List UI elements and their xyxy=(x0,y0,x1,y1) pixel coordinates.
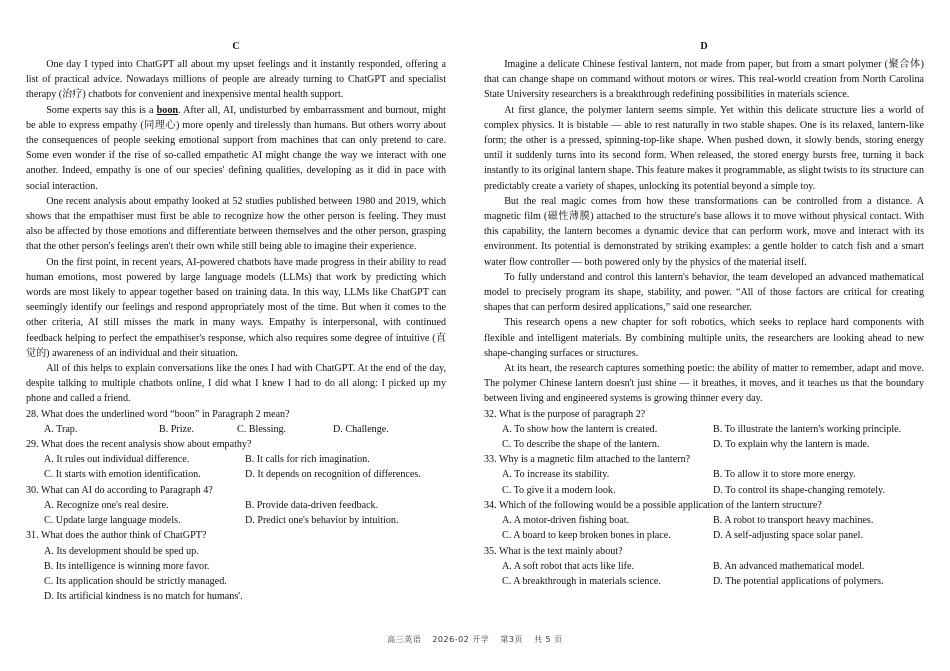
footer-total-pages: 共 5 页 xyxy=(534,635,563,644)
option-c[interactable]: C. To describe the shape of the lantern. xyxy=(502,439,660,451)
option-c[interactable]: C. A board to keep broken bones in place. xyxy=(502,530,671,542)
option-b[interactable]: B. Prize. xyxy=(159,423,195,435)
question-34 xyxy=(484,498,924,544)
option-a[interactable]: A. It rules out individual difference. xyxy=(44,454,190,466)
option-b[interactable]: B. Its intelligence is winning more favor. xyxy=(44,560,210,572)
page-footer xyxy=(0,634,950,645)
passage-d-column xyxy=(484,40,924,589)
p2-text-after: . After all, AI, undisturbed by embarrassment and burnout, might be able to express empathy (同理心) more openly and tirelessly than humans. But others worry about the consequences of people seeking emotional support from machines that can only pretend to care. Some even wonder if the rise of so-called empathetic AI might change the way we interact with one another. Indeed, empathy is one of our species' defining qualities, developing as it did in pace with social interaction. xyxy=(26,104,446,192)
option-b[interactable]: B. Provide data-driven feedback. xyxy=(245,499,379,511)
question-stem: 34. Which of the following would be a possible application of the lantern structure? xyxy=(484,499,822,511)
option-b[interactable]: B. To allow it to store more energy. xyxy=(713,469,856,481)
footer-page-number: 第3页 xyxy=(500,635,523,644)
option-a[interactable]: A. A soft robot that acts like life. xyxy=(502,560,635,572)
passage-d-paragraph-5: This research opens a new chapter for soft robotics, which seeks to replace hard components with flexible and intelligent materials. By combining multiple units, the researchers are looking ahead to new shape-changing surfaces or structures. xyxy=(484,317,924,359)
option-d[interactable]: D. It depends on recognition of differences. xyxy=(245,469,421,481)
question-stem: 35. What is the text mainly about? xyxy=(484,545,623,557)
passage-d-title: D xyxy=(700,41,708,52)
question-32 xyxy=(484,407,924,453)
option-b[interactable]: B. To illustrate the lantern's working principle. xyxy=(713,423,902,435)
option-c[interactable]: C. Blessing. xyxy=(237,423,287,435)
question-29 xyxy=(26,437,446,483)
option-c[interactable]: C. A breakthrough in materials science. xyxy=(502,575,661,587)
option-b[interactable]: B. An advanced mathematical model. xyxy=(713,560,865,572)
passage-c-paragraph-4: On the first point, in recent years, AI-powered chatbots have made progress in their ability to read human emotions, most powered by large language models (LLMs) that work by predicting which words are most likely to appear together based on training data. In this way, LLMs like ChatGPT can seemingly identify our feelings and respond appropriately most of the time. But when it comes to the other criteria, AI still misses the mark in many ways. Empathy is interpersonal, with continued feedback helping to perfect the empathiser's response, which also requires some degree of intuitive (直觉的) awareness of an individual and their situation. xyxy=(26,256,446,359)
option-c[interactable]: C. Its application should be strictly managed. xyxy=(44,575,227,587)
option-c[interactable]: C. Update large language models. xyxy=(44,515,181,527)
option-a[interactable]: A. To increase its stability. xyxy=(502,469,610,481)
passage-d-paragraph-6: At its heart, the research captures something poetic: the ability of matter to remember, adapt and move. The polymer Chinese lantern doesn't just shine — it breathes, it moves, and it teaches us that the boundary between living and engineered systems is growing thinner every day. xyxy=(484,363,924,405)
option-a[interactable]: A. To show how the lantern is created. xyxy=(502,423,658,435)
passage-d-paragraph-1: Imagine a delicate Chinese festival lantern, not made from paper, but from a smart polymer (聚合体) that can change shape on command without motors or wires. This real-world creation from North Carolina State University researchers is a breakthrough redefining possibilities in materials science. xyxy=(484,59,924,101)
option-d[interactable]: D. To control its shape-changing remotely. xyxy=(713,484,885,496)
options xyxy=(26,544,446,605)
passage-c-paragraph-5: All of this helps to explain conversations like the ones I had with ChatGPT. At the end of the day, despite talking to multiple chatbots online, I did what I knew I had to do all along: I picked up my phone and called a friend. xyxy=(26,363,446,405)
option-a[interactable]: A. Trap. xyxy=(44,423,78,435)
options xyxy=(26,422,446,437)
question-31 xyxy=(26,528,446,604)
option-d[interactable]: D. Predict one's behavior by intuition. xyxy=(245,515,399,527)
question-33 xyxy=(484,452,924,498)
option-d[interactable]: D. The potential applications of polymers. xyxy=(713,575,884,587)
question-stem: 29. What does the recent analysis show about empathy? xyxy=(26,439,252,451)
footer-subject: 高三英语 xyxy=(387,635,422,644)
passage-c-column xyxy=(26,40,446,604)
passage-d-paragraph-2: At first glance, the polymer lantern seems simple. Yet within this delicate structure lies a world of complex physics. It is bistable — able to rest naturally in two stable shapes. One is its relaxed, lantern-like form; the other is a pressed, spinning-top-like shape. When pushed down, it slowly bends, storing energy until it suddenly turns into its second form. When released, the stored energy bursts free, turning it back instantly to its original lantern shape. This feature makes it programmable, as slight twists to its structure can predictably create a variety of shapes, unlocking its potential beyond a simple toy. xyxy=(484,104,924,192)
question-stem: 32. What is the purpose of paragraph 2? xyxy=(484,408,646,420)
options xyxy=(26,452,446,482)
passage-c-title: C xyxy=(232,41,240,52)
question-35 xyxy=(484,544,924,590)
underlined-word-boon: boon xyxy=(156,104,178,116)
passage-c-paragraph-2 xyxy=(26,103,446,194)
passage-d-paragraph-4: To fully understand and control this lantern's behavior, the team developed an advanced mathematical model to precisely program its shape, stability, and power. “All of those factors are critical for creating shapes that can perform desired applications,” said one researcher. xyxy=(484,271,924,314)
option-d[interactable]: D. To explain why the lantern is made. xyxy=(713,439,870,451)
options xyxy=(484,559,924,589)
question-28 xyxy=(26,407,446,437)
option-a[interactable]: A. Recognize one's real desire. xyxy=(44,499,169,511)
passage-d-paragraph-3: But the real magic comes from how these transformations can be controlled from a distance. A magnetic film (磁性薄膜) attached to the structure's base allows it to move without physical contact. With this capability, the lantern becomes a dynamic device that can perform work, move and interact with its environment. Its potential is demonstrated by striking examples: a gentle holder to catch fish and a smart water flow controller — both powered only by the physics of the material itself. xyxy=(484,195,924,268)
option-b[interactable]: B. A robot to transport heavy machines. xyxy=(713,515,874,527)
options xyxy=(484,467,924,497)
question-stem: 30. What can AI do according to Paragraph 4? xyxy=(26,484,213,496)
question-stem: 31. What does the author think of ChatGPT? xyxy=(26,530,207,542)
passage-c-paragraph-1: One day I typed into ChatGPT all about my upset feelings and it instantly responded, offering a list of practical advice. Nowadays millions of people are already turning to ChatGPT and specialist therapy (治疗) chatbots for convenient and inexpensive mental health support. xyxy=(26,59,446,101)
options xyxy=(26,498,446,528)
question-stem: 28. What does the underlined word “boon” in Paragraph 2 mean? xyxy=(26,408,290,420)
question-stem: 33. Why is a magnetic film attached to the lantern? xyxy=(484,454,691,466)
option-d[interactable]: D. Its artificial kindness is no match for humans'. xyxy=(44,591,243,603)
passage-c-paragraph-3: One recent analysis about empathy looked at 52 studies published between 1980 and 2019, which shows that the empathiser must first be able to recognize how the other person is feeling. They must also be affected by those emotions and differentiate between themselves and the other person, grasping that the other person's feelings aren't their own while still being able to imagine their experience. xyxy=(26,195,446,253)
option-c[interactable]: C. To give it a modern look. xyxy=(502,484,616,496)
option-a[interactable]: A. A motor-driven fishing boat. xyxy=(502,515,630,527)
p2-text-before: Some experts say this is a xyxy=(46,104,157,116)
option-d[interactable]: D. Challenge. xyxy=(333,423,389,435)
question-30 xyxy=(26,483,446,529)
option-d[interactable]: D. A self-adjusting space solar panel. xyxy=(713,530,863,542)
footer-term: 2026-02 开学 xyxy=(432,635,490,644)
option-b[interactable]: B. It calls for rich imagination. xyxy=(245,454,370,466)
options xyxy=(484,513,924,543)
options xyxy=(484,422,924,452)
option-a[interactable]: A. Its development should be sped up. xyxy=(44,545,199,557)
option-c[interactable]: C. It starts with emotion identification. xyxy=(44,469,201,481)
